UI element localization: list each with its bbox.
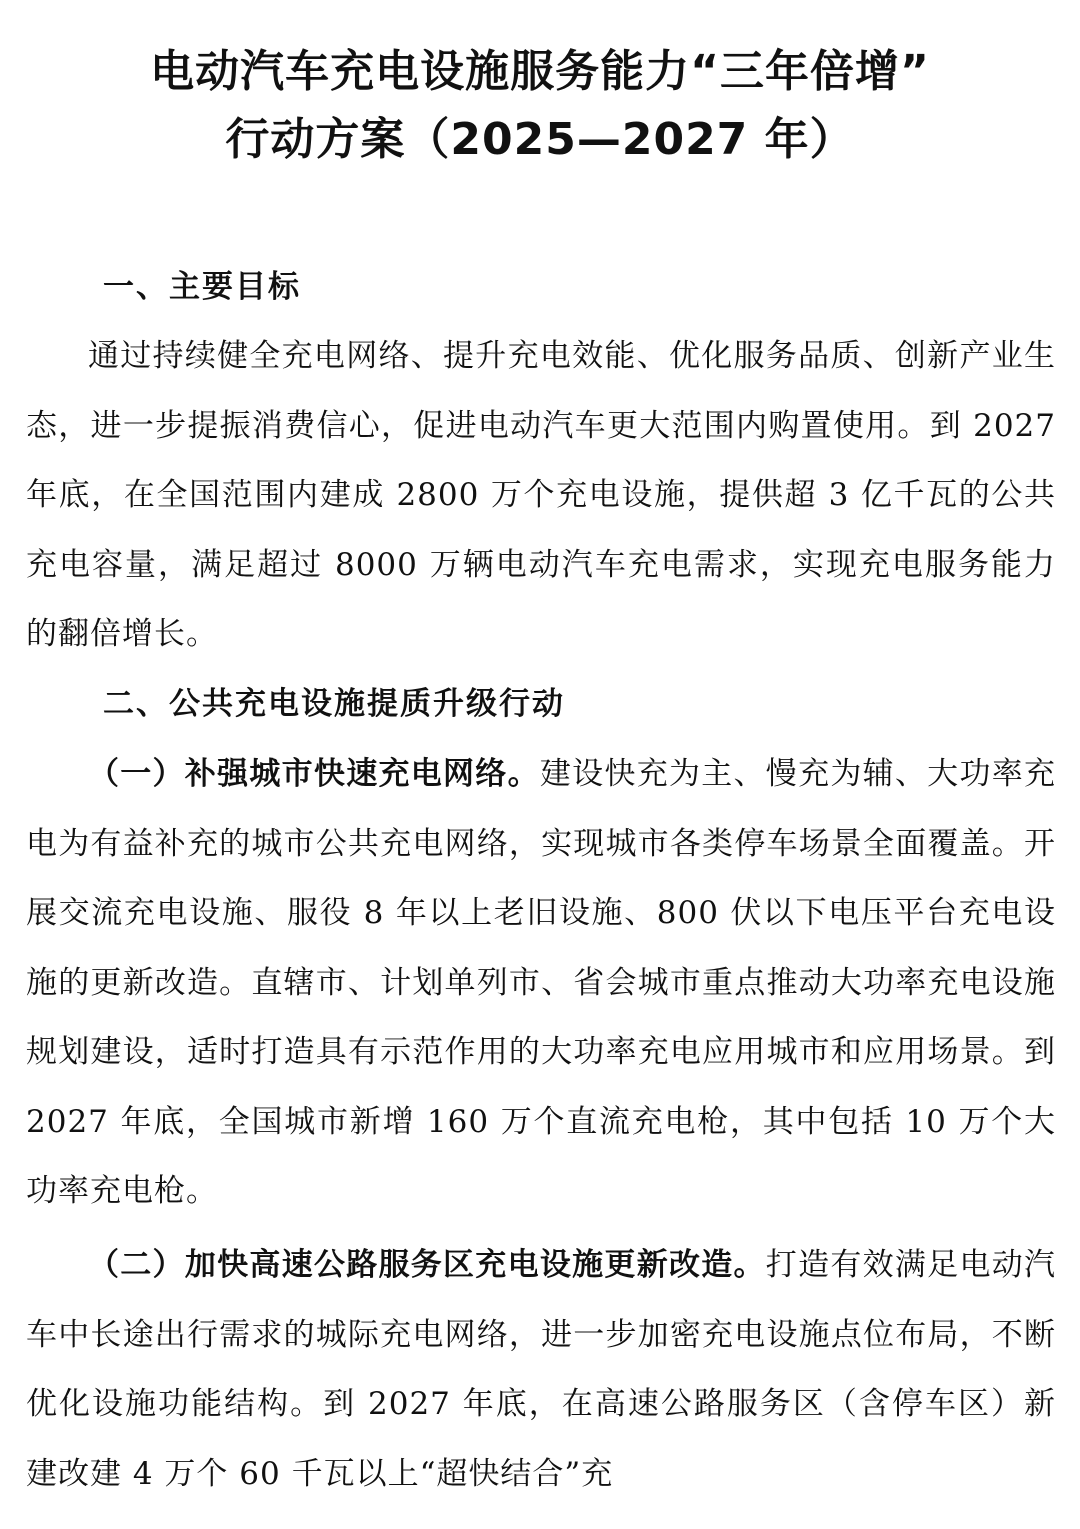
paragraph-lead: （一）补强城市快速充电网络。: [88, 756, 540, 792]
paragraph-text: 建设快充为主、慢充为辅、大功率充电为有益补充的城市公共充电网络，实现城市各类停车场景全面覆盖。开展交流充电设施、服役 8 年以上老旧设施、800 伏以下电压平台充电设施的更新改造。直辖市、计划单列市、省会城市重点推动大功率充电设施规划建设，适时打造具有示范作用的大功率充电应用城市和应用场景。到 2027 年底，全国城市新增 160 万个直流充电枪，其中包括 10 万个大功率充电枪。: [26, 756, 1057, 1209]
section-heading-public-charging-upgrade: 二、公共充电设施提质升级行动: [103, 686, 565, 722]
paragraph-highway-service-area-charging: [26, 1231, 1056, 1509]
document-title-line-1: 电动汽车充电设施服务能力“三年倍增”: [150, 46, 930, 97]
section-heading-main-goals: 一、主要目标: [103, 269, 301, 305]
paragraph-main-goals: [26, 322, 1056, 670]
document-title-line-2: 行动方案（2025—2027 年）: [225, 114, 855, 165]
paragraph-urban-fast-charging: [26, 740, 1056, 1227]
paragraph-lead: （二）加快高速公路服务区充电设施更新改造。: [88, 1247, 766, 1283]
paragraph-text: 打造有效满足电动汽车中长途出行需求的城际充电网络，进一步加密充电设施点位布局，不断优化设施功能结构。到 2027 年底，在高速公路服务区（含停车区）新建改建 4 万个 60 千瓦以上“超快结合”充: [26, 1247, 1057, 1492]
paragraph-text: 通过持续健全充电网络、提升充电效能、优化服务品质、创新产业生态，进一步提振消费信心，促进电动汽车更大范围内购置使用。到 2027 年底，在全国范围内建成 2800 万个充电设施，提供超 3 亿千瓦的公共充电容量，满足超过 8000 万辆电动汽车充电需求，实现充电服务能力的翻倍增长。: [26, 338, 1056, 652]
